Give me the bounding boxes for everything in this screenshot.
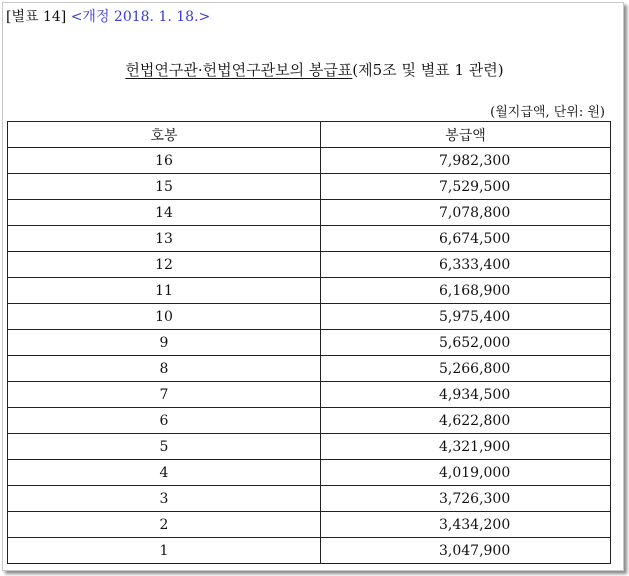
amount-cell: 6,674,500 — [321, 226, 611, 252]
annex-header — [6, 6, 210, 26]
annex-number: [별표 14] — [6, 9, 67, 25]
amount-cell: 5,975,400 — [321, 304, 611, 330]
header-amount: 봉급액 — [321, 122, 611, 148]
table-row — [8, 226, 611, 252]
grade-cell: 5 — [8, 434, 321, 460]
grade-cell: 16 — [8, 148, 321, 174]
amount-cell: 3,047,900 — [321, 538, 611, 564]
grade-cell: 10 — [8, 304, 321, 330]
amount-cell: 4,934,500 — [321, 382, 611, 408]
amount-cell: 3,434,200 — [321, 512, 611, 538]
grade-cell: 12 — [8, 252, 321, 278]
amount-cell: 7,982,300 — [321, 148, 611, 174]
table-row — [8, 460, 611, 486]
grade-cell: 4 — [8, 460, 321, 486]
amount-cell: 5,652,000 — [321, 330, 611, 356]
amount-cell: 4,321,900 — [321, 434, 611, 460]
grade-cell: 3 — [8, 486, 321, 512]
title-suffix: (제5조 및 별표 1 관련) — [352, 61, 504, 79]
grade-cell: 11 — [8, 278, 321, 304]
title-main: 헌법연구관·헌법연구관보의 봉급표 — [125, 61, 353, 79]
table-row — [8, 408, 611, 434]
grade-cell: 9 — [8, 330, 321, 356]
table-row — [8, 252, 611, 278]
table-row — [8, 382, 611, 408]
table-row — [8, 174, 611, 200]
grade-cell: 2 — [8, 512, 321, 538]
amount-cell: 7,529,500 — [321, 174, 611, 200]
table-row — [8, 356, 611, 382]
header-grade: 호봉 — [8, 122, 321, 148]
grade-cell: 6 — [8, 408, 321, 434]
amount-cell: 6,168,900 — [321, 278, 611, 304]
table-row — [8, 148, 611, 174]
grade-cell: 15 — [8, 174, 321, 200]
grade-cell: 8 — [8, 356, 321, 382]
table-row — [8, 434, 611, 460]
document-title — [0, 59, 629, 80]
table-row — [8, 330, 611, 356]
amount-cell: 6,333,400 — [321, 252, 611, 278]
grade-cell: 14 — [8, 200, 321, 226]
amount-cell: 4,019,000 — [321, 460, 611, 486]
table-row — [8, 304, 611, 330]
table-row — [8, 486, 611, 512]
table-row — [8, 512, 611, 538]
table-row — [8, 278, 611, 304]
amount-cell: 4,622,800 — [321, 408, 611, 434]
amendment-date: <개정 2018. 1. 18.> — [70, 9, 211, 25]
amount-cell: 3,726,300 — [321, 486, 611, 512]
table-header-row — [8, 122, 611, 148]
grade-cell: 7 — [8, 382, 321, 408]
table-row — [8, 538, 611, 564]
unit-note: (월지급액, 단위: 원) — [490, 105, 605, 120]
grade-cell: 1 — [8, 538, 321, 564]
amount-cell: 7,078,800 — [321, 200, 611, 226]
grade-cell: 13 — [8, 226, 321, 252]
table-row — [8, 200, 611, 226]
salary-table — [7, 121, 611, 564]
amount-cell: 5,266,800 — [321, 356, 611, 382]
